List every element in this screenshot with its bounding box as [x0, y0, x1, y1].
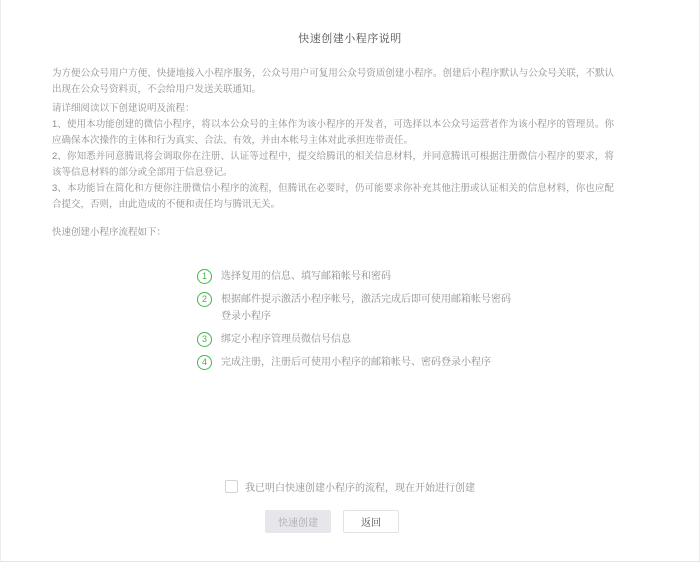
term-item-3: 3、本功能旨在简化和方便你注册微信小程序的流程，但腾讯在必要时，仍可能要求你补充其他注册或认证相关的信息材料，你也应配合提交，否则，由此造成的不便和责任均与腾讯无关。 — [52, 183, 614, 210]
step-number-badge: 3 — [197, 332, 212, 347]
step-number-badge: 2 — [197, 292, 212, 307]
step-row-1 — [197, 268, 517, 285]
intro-paragraph: 为方便公众号用户方便、快捷地接入小程序服务，公众号用户可复用公众号资质创建小程序。创建后小程序默认与公众号关联，不默认出现在公众号资料页，不会给用户发送关联通知。 — [52, 68, 614, 95]
quick-create-button[interactable]: 快速创建 — [265, 510, 331, 533]
step-label: 根据邮件提示激活小程序帐号，激活完成后即可使用邮箱帐号密码登录小程序 — [221, 294, 511, 322]
confirm-row — [225, 479, 475, 494]
flow-steps-list — [197, 268, 517, 371]
step-number-badge: 4 — [197, 355, 212, 370]
confirm-checkbox[interactable] — [225, 480, 238, 493]
step-label: 选择复用的信息、填写邮箱帐号和密码 — [221, 271, 391, 282]
step-label: 完成注册，注册后可使用小程序的邮箱帐号、密码登录小程序 — [221, 357, 491, 368]
term-item-2: 2、你知悉并同意腾讯将会调取你在注册、认证等过程中，提交给腾讯的相关信息材料，并同意腾讯可根据注册微信小程序的要求，将该等信息材料的部分或全部用于信息登记。 — [52, 151, 614, 178]
step-number-badge: 1 — [197, 269, 212, 284]
back-button[interactable]: 返回 — [343, 510, 399, 533]
read-note: 请详细阅读以下创建说明及流程： — [52, 103, 195, 114]
instructions-text-block — [52, 66, 614, 241]
flow-heading: 快速创建小程序流程如下： — [52, 227, 167, 238]
button-row — [265, 510, 399, 533]
term-item-1: 1、使用本功能创建的微信小程序，将以本公众号的主体作为该小程序的开发者，可选择以本公众号运营者作为该小程序的管理员。你应确保本次操作的主体和行为真实、合法、有效，并由本帐号主体对此承担连带责任。 — [52, 119, 614, 146]
step-row-2 — [197, 291, 517, 325]
step-label: 绑定小程序管理员微信号信息 — [221, 334, 351, 345]
confirm-label[interactable]: 我已明白快速创建小程序的流程，现在开始进行创建 — [245, 483, 475, 494]
step-row-4 — [197, 354, 517, 371]
step-row-3 — [197, 331, 517, 348]
page-title: 快速创建小程序说明 — [298, 33, 402, 45]
